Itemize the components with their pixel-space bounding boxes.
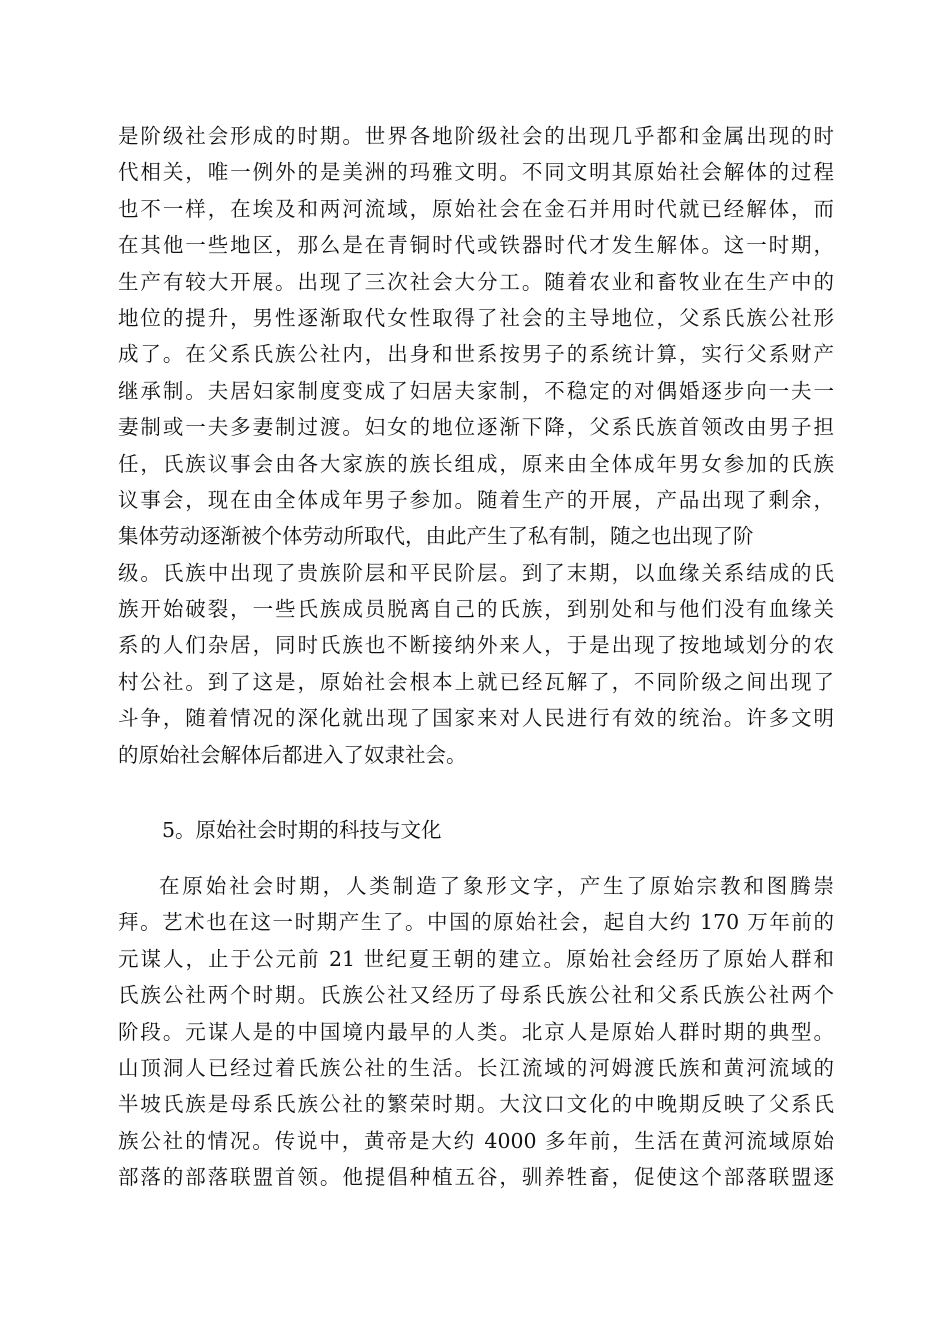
text-line: 在其他一些地区，那么是在青铜时代或铁器时代才发生解体。这一时期， xyxy=(118,233,834,258)
text-line: 村公社。到了这是，原始社会根本上就已经瓦解了，不同阶级之间出现了 xyxy=(118,669,834,694)
text-line: 集体劳动逐渐被个体劳动所取代，由此产生了私有制，随之也出现了阶 xyxy=(118,524,754,549)
text-line: 部落的部落联盟首领。他提倡种植五谷，驯养牲畜，促使这个部落联盟逐 xyxy=(118,1165,834,1190)
text-line: 元谋人，止于公元前 21 世纪夏王朝的建立。原始社会经历了原始人群和 xyxy=(118,946,834,971)
text-line: 半坡氏族是母系氏族公社的繁荣时期。大汶口文化的中晚期反映了父系氏 xyxy=(118,1092,834,1117)
text-line: 议事会，现在由全体成年男子参加。随着生产的开展，产品出现了剩余， xyxy=(118,487,834,512)
paragraph-science-culture xyxy=(118,868,834,1196)
text-line: 系的人们杂居，同时氏族也不断接纳外来人，于是出现了按地域划分的农 xyxy=(118,633,834,658)
text-line: 族开始破裂，一些氏族成员脱离自己的氏族，到别处和与他们没有血缘关 xyxy=(118,597,834,622)
text-line: 级。氏族中出现了贵族阶层和平民阶层。到了末期，以血缘关系结成的氏 xyxy=(118,560,834,585)
text-line: 在原始社会时期，人类制造了象形文字，产生了原始宗教和图腾崇 xyxy=(159,874,834,898)
text-line: 代相关，唯一例外的是美洲的玛雅文明。不同文明其原始社会解体的过程 xyxy=(118,160,834,185)
heading-text: 5。原始社会时期的科技与文化 xyxy=(162,818,442,842)
text-line: 山顶洞人已经过着氏族公社的生活。长江流域的河姆渡氏族和黄河流域的 xyxy=(118,1055,834,1080)
text-line: 氏族公社两个时期。氏族公社又经历了母系氏族公社和父系氏族公社两个 xyxy=(118,983,834,1008)
text-line: 族公社的情况。传说中，黄帝是大约 4000 多年前，生活在黄河流域原始 xyxy=(118,1128,834,1153)
text-line: 地位的提升，男性逐渐取代女性取得了社会的主导地位，父系氏族公社形 xyxy=(118,305,834,330)
text-line: 生产有较大开展。出现了三次社会大分工。随着农业和畜牧业在生产中的 xyxy=(118,269,834,294)
text-line: 阶段。元谋人是的中国境内最早的人类。北京人是原始人群时期的典型。 xyxy=(118,1019,834,1044)
paragraph-class-society xyxy=(118,118,834,773)
text-line: 妻制或一夫多妻制过渡。妇女的地位逐渐下降，父系氏族首领改由男子担 xyxy=(118,415,834,440)
text-line: 也不一样，在埃及和两河流域，原始社会在金石并用时代就已经解体，而 xyxy=(118,196,834,221)
text-line: 的原始社会解体后都进入了奴隶社会。 xyxy=(118,742,467,767)
text-line: 继承制。夫居妇家制度变成了妇居夫家制，不稳定的对偶婚逐步向一夫一 xyxy=(118,378,834,403)
text-line: 是阶级社会形成的时期。世界各地阶级社会的出现几乎都和金属出现的时 xyxy=(118,124,834,148)
text-line: 任，氏族议事会由各大家族的族长组成，原来由全体成年男女参加的氏族 xyxy=(118,451,834,476)
text-line: 斗争，随着情况的深化就出现了国家来对人民进行有效的统治。许多文明 xyxy=(118,706,834,731)
section-heading xyxy=(162,812,834,848)
text-line: 拜。艺术也在这一时期产生了。中国的原始社会，起自大约 170 万年前的 xyxy=(118,910,834,935)
text-line: 成了。在父系氏族公社内，出身和世系按男子的系统计算，实行父系财产 xyxy=(118,342,834,367)
